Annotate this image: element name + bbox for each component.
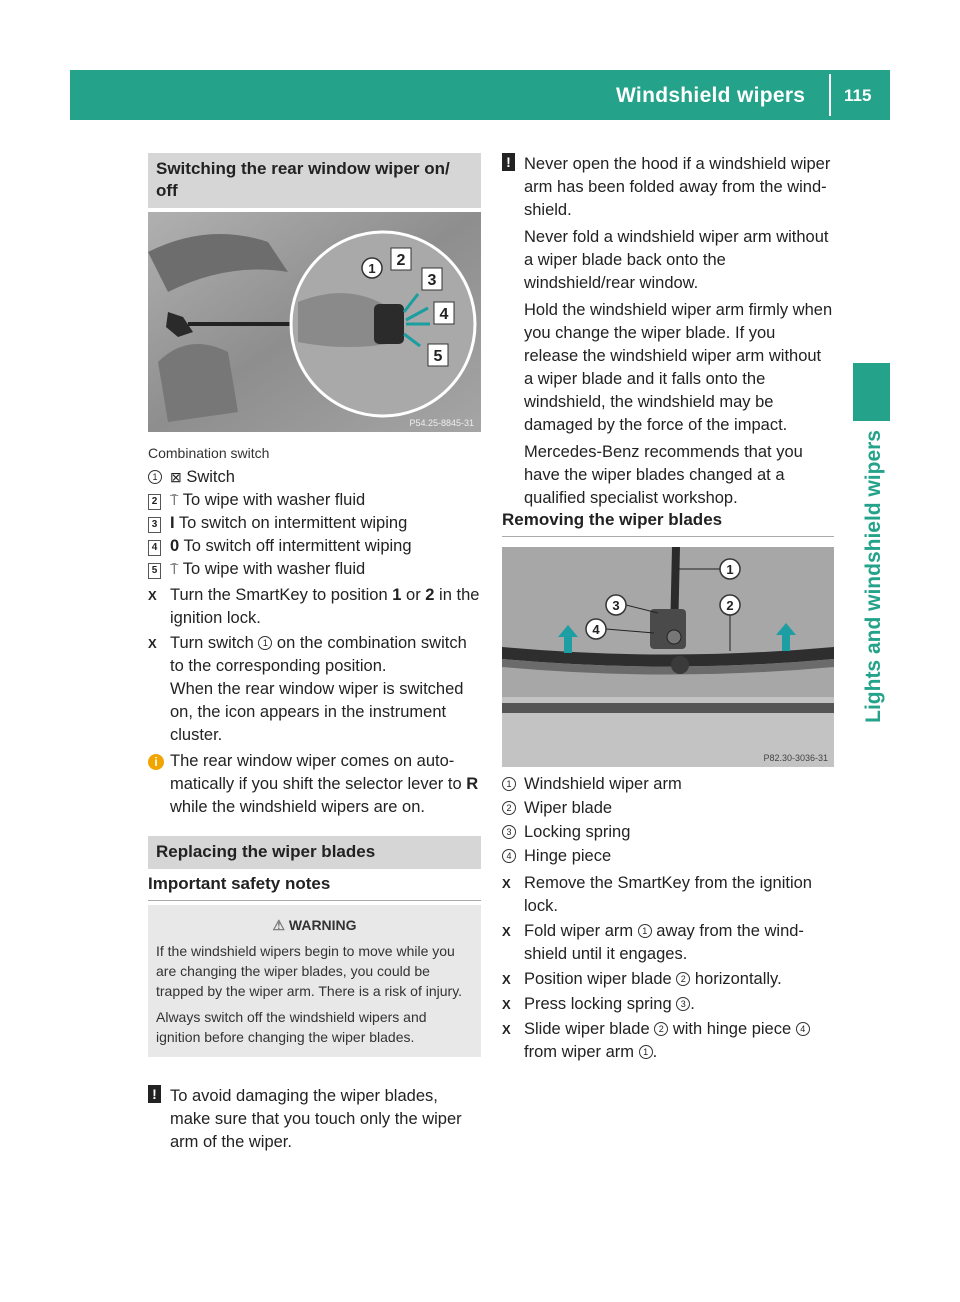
legend-item: 4 0 To switch off intermittent wiping [148,535,481,558]
instruction-step: X Turn the SmartKey to position 1 or 2 in the ignition lock. [148,586,480,627]
chapter-label: Lights and windshield wipers [862,430,885,723]
washer-fluid-icon: ⍑ [170,561,179,577]
warning-triangle-icon: ⚠ [272,917,285,933]
instruction-step: X Turn switch 1 on the combination switch to the corresponding position. [148,634,467,675]
callout-3: 3 [612,598,620,613]
step-arrow-icon: X [502,876,511,891]
callout-4: 4 [439,306,449,323]
legend-item: 2 ⍑ To wipe with washer fluid [148,489,481,512]
figure-combination-switch [148,212,481,432]
callout-1: 1 [368,261,376,276]
notice-hood [502,153,834,510]
subsection-title: Important safety notes [148,874,481,901]
subsection-title: Removing the wiper blades [502,510,834,537]
combination-switch-illustration [148,212,481,432]
notice-text: Mercedes-Benz recommends that you have the wiper blades changed at a qualified specialist workshop. [524,443,803,507]
removing-blades [502,510,834,537]
wiper-blade-illustration [502,547,834,767]
header-divider [829,74,831,116]
legend-item: 1 Windshield wiper arm [502,773,834,796]
step-arrow-icon: X [502,972,511,987]
legend-item: 3 I To switch on intermittent wiping [148,512,481,535]
notice-text: Never fold a windshield wiper arm without a wiper blade back onto the windshield/rear window. [524,228,829,292]
notice-icon: ! [148,1085,161,1103]
step-arrow-icon: X [502,1022,511,1037]
instruction-step: X Press locking spring 3 . [502,993,834,1016]
notice-text: ! To avoid damaging the wiper blades, make sure that you touch only the wiper arm of the wiper. [148,1085,481,1154]
step-arrow-icon: X [148,636,157,651]
legend-item: 2 Wiper blade [502,797,834,820]
wiper-switch-icon: ⊠ [170,469,182,485]
section-title: Switching the rear window wiper on/ off [148,153,481,208]
step-note: When the rear window wiper is switched on, the icon appears in the instrument cluster. [170,680,464,744]
callout-5: 5 [433,348,443,365]
legend-item: 4 Hinge piece [502,845,834,868]
step-arrow-icon: X [502,997,511,1012]
callout-2: 2 [396,252,406,269]
info-note: i The rear window wiper comes on auto-matically if you shift the selector lever to R while the windshield wipers are on. [148,750,481,819]
notice-text: ! Never open the hood if a windshield wiper arm has been folded away from the wind-shield. [502,153,834,222]
legend-item: 1 ⊠ Switch [148,466,481,489]
legend-combination-switch [148,444,481,819]
page-title: Windshield wipers [616,84,806,107]
figure-code: P54.25-8845-31 [409,418,474,428]
section-replacing-blades [148,836,481,869]
legend-wiper-blade [502,773,834,1064]
instruction-step: X Remove the SmartKey from the ignition lock. [502,874,812,915]
legend-item: 5 ⍑ To wipe with washer fluid [148,558,481,581]
figure-caption: Combination switch [148,445,270,461]
page-number: 115 [844,86,872,105]
safety-notes [148,874,481,901]
figure-wiper-blade [502,547,834,767]
callout-3: 3 [427,272,437,289]
notice-icon: ! [502,153,515,171]
warning-text: If the windshield wipers begin to move while you are changing the wiper blades, you could be trapped by the wiper arm. There is a risk of injury. [156,943,463,999]
warning-text: Always switch off the windshield wipers and ignition before changing the wiper blades. [156,1009,427,1045]
figure-code: P82.30-3036-31 [763,753,828,763]
section-title: Replacing the wiper blades [148,836,481,869]
chapter-tab [853,363,890,421]
legend-item: 3 Locking spring [502,821,834,844]
callout-2: 2 [726,598,734,613]
callout-1: 1 [726,562,734,577]
step-arrow-icon: X [148,588,157,603]
callout-4: 4 [592,622,600,637]
step-arrow-icon: X [502,924,511,939]
instruction-step: X Position wiper blade 2 horizontally. [502,968,834,991]
info-icon: i [148,754,164,770]
warning-title: ⚠ WARNING [272,917,357,933]
notice [148,1085,481,1154]
instruction-step: X Slide wiper blade 2 with hinge piece 4 from wiper arm 1 . [502,1018,834,1064]
notice-text: Hold the windshield wiper arm firmly when you change the wiper blade. If you release the windshield wiper arm without a wiper blade and it falls onto the windshield, the windshield may be damaged by the force of the impact. [524,301,833,434]
washer-fluid-icon: ⍑ [170,492,179,508]
section-rear-wiper [148,153,481,208]
warning-box [148,905,481,1057]
instruction-step: X Fold wiper arm 1 away from the wind-shield until it engages. [502,922,804,963]
